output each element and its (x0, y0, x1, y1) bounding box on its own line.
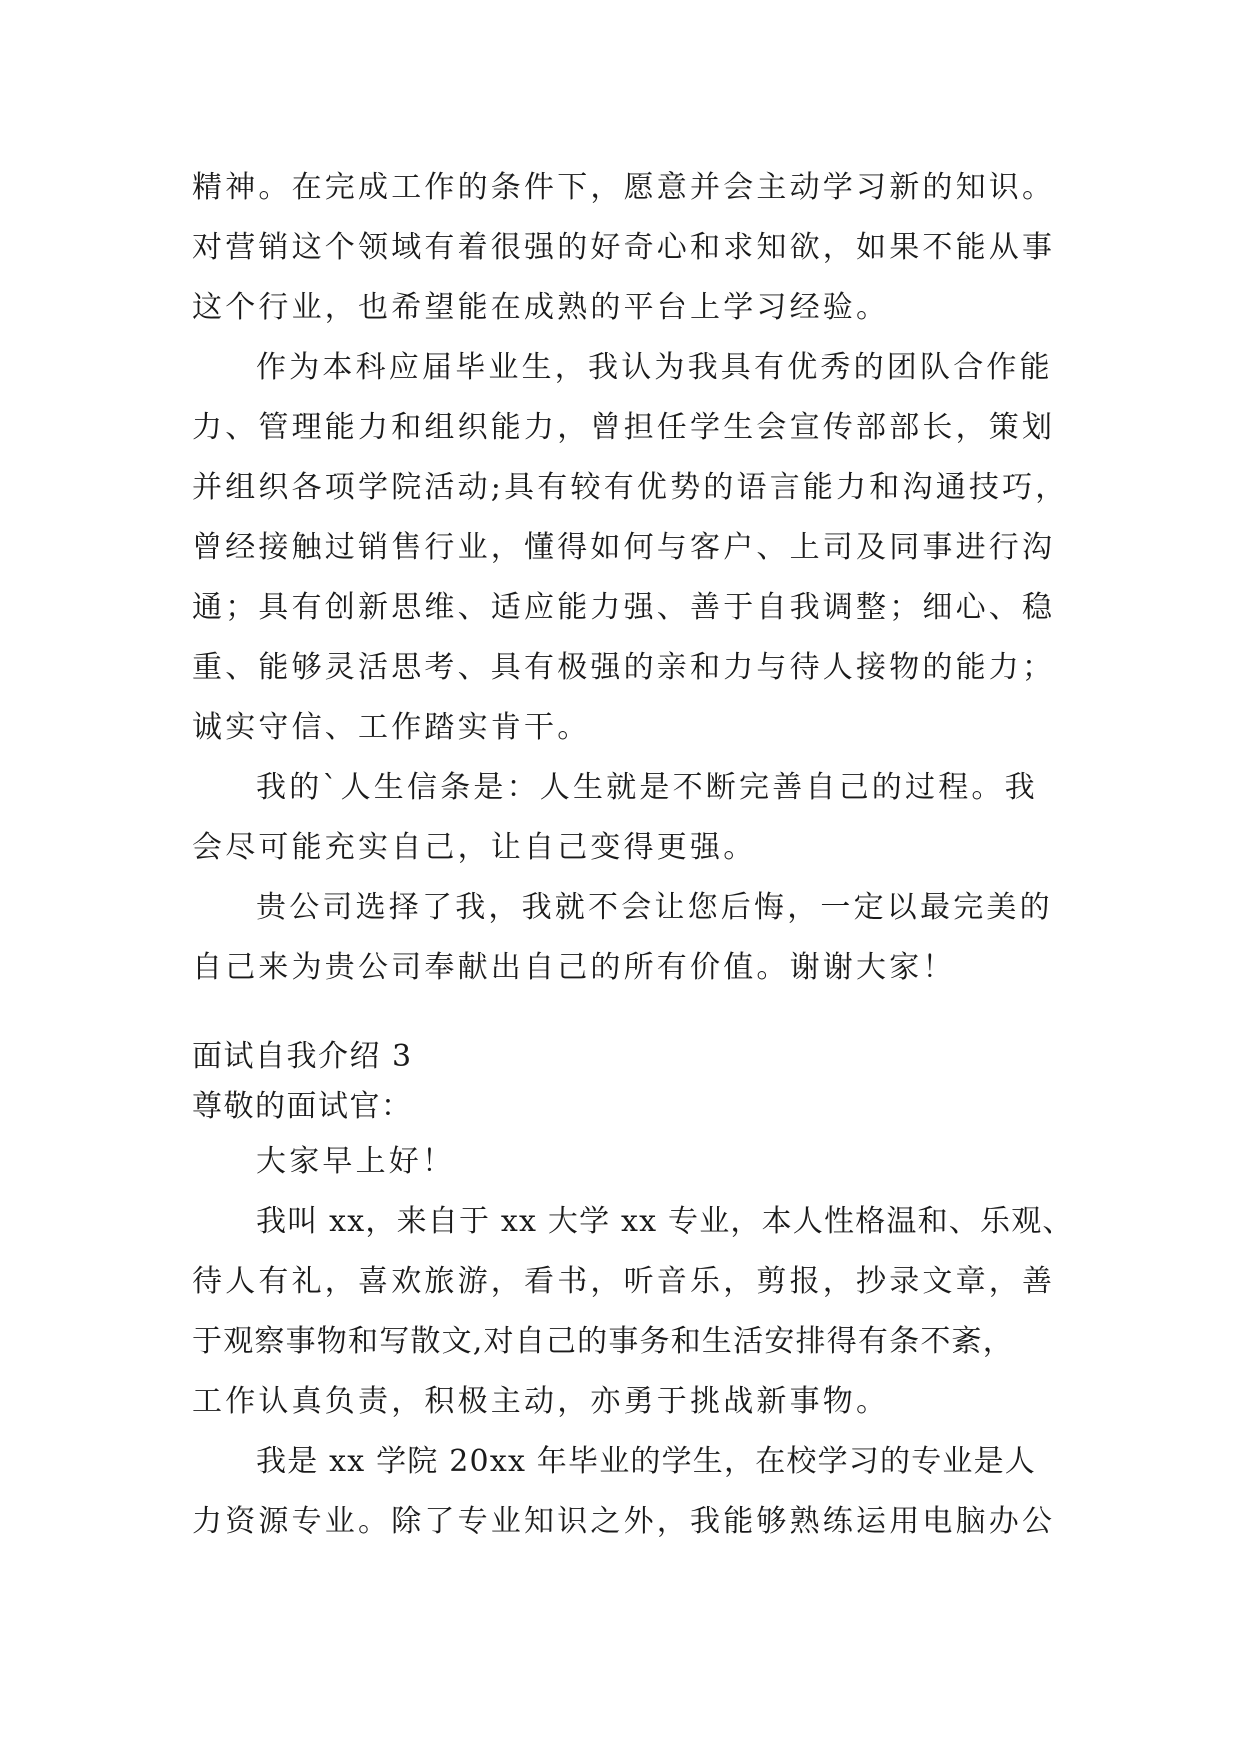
text-line: 贵公司选择了我，我就不会让您后悔，一定以最完美的 (256, 890, 1053, 925)
salutation: 尊敬的面试官： (192, 1089, 413, 1124)
text-line: 我是 xx 学院 20xx 年毕业的学生，在校学习的专业是人 (256, 1444, 1036, 1479)
paragraph (192, 158, 1056, 338)
text-line: 自己来为贵公司奉献出自己的所有价值。谢谢大家！ (192, 950, 956, 985)
greeting: 大家早上好！ (256, 1144, 456, 1179)
text-line: 工作认真负责，积极主动，亦勇于挑战新事物。 (192, 1384, 890, 1419)
text-line: 诚实守信、工作踏实肯干。 (192, 710, 591, 745)
text-line: 会尽可能充实自己，让自己变得更强。 (192, 830, 757, 865)
text-line: 对营销这个领域有着很强的好奇心和求知欲，如果不能从事 (192, 230, 1056, 265)
section-title: 面试自我介绍 3 (192, 1039, 413, 1074)
paragraph (192, 1192, 1074, 1432)
text-line: 精神。在完成工作的条件下，愿意并会主动学习新的知识。 (192, 170, 1056, 205)
text-line: 于观察事物和写散文,对自己的事务和生活安排得有条不紊， (192, 1324, 1014, 1359)
text-line: 重、能够灵活思考、具有极强的亲和力与待人接物的能力； (192, 650, 1056, 685)
text-line: 力、管理能力和组织能力，曾担任学生会宣传部部长，策划 (192, 410, 1056, 445)
text-line: 作为本科应届毕业生，我认为我具有优秀的团队合作能 (256, 350, 1053, 385)
text-line: 并组织各项学院活动;具有较有优势的语言能力和沟通技巧， (192, 470, 1069, 505)
document-page (192, 158, 1074, 1552)
paragraph (192, 1432, 1056, 1552)
text-line: 我的`人生信条是：人生就是不断完善自己的过程。我 (256, 770, 1038, 805)
text-line: 曾经接触过销售行业，懂得如何与客户、上司及同事进行沟 (192, 530, 1056, 565)
text-line: 这个行业，也希望能在成熟的平台上学习经验。 (192, 290, 890, 325)
paragraph (192, 758, 1052, 878)
paragraph (192, 878, 1052, 998)
text-line: 待人有礼，喜欢旅游，看书，听音乐，剪报，抄录文章，善 (192, 1264, 1056, 1299)
text-line: 通；具有创新思维、适应能力强、善于自我调整；细心、稳 (192, 590, 1056, 625)
text-line: 我叫 xx，来自于 xx 大学 xx 专业，本人性格温和、乐观、 (256, 1204, 1074, 1239)
paragraph (192, 338, 1069, 758)
text-line: 力资源专业。除了专业知识之外，我能够熟练运用电脑办公 (192, 1504, 1056, 1539)
